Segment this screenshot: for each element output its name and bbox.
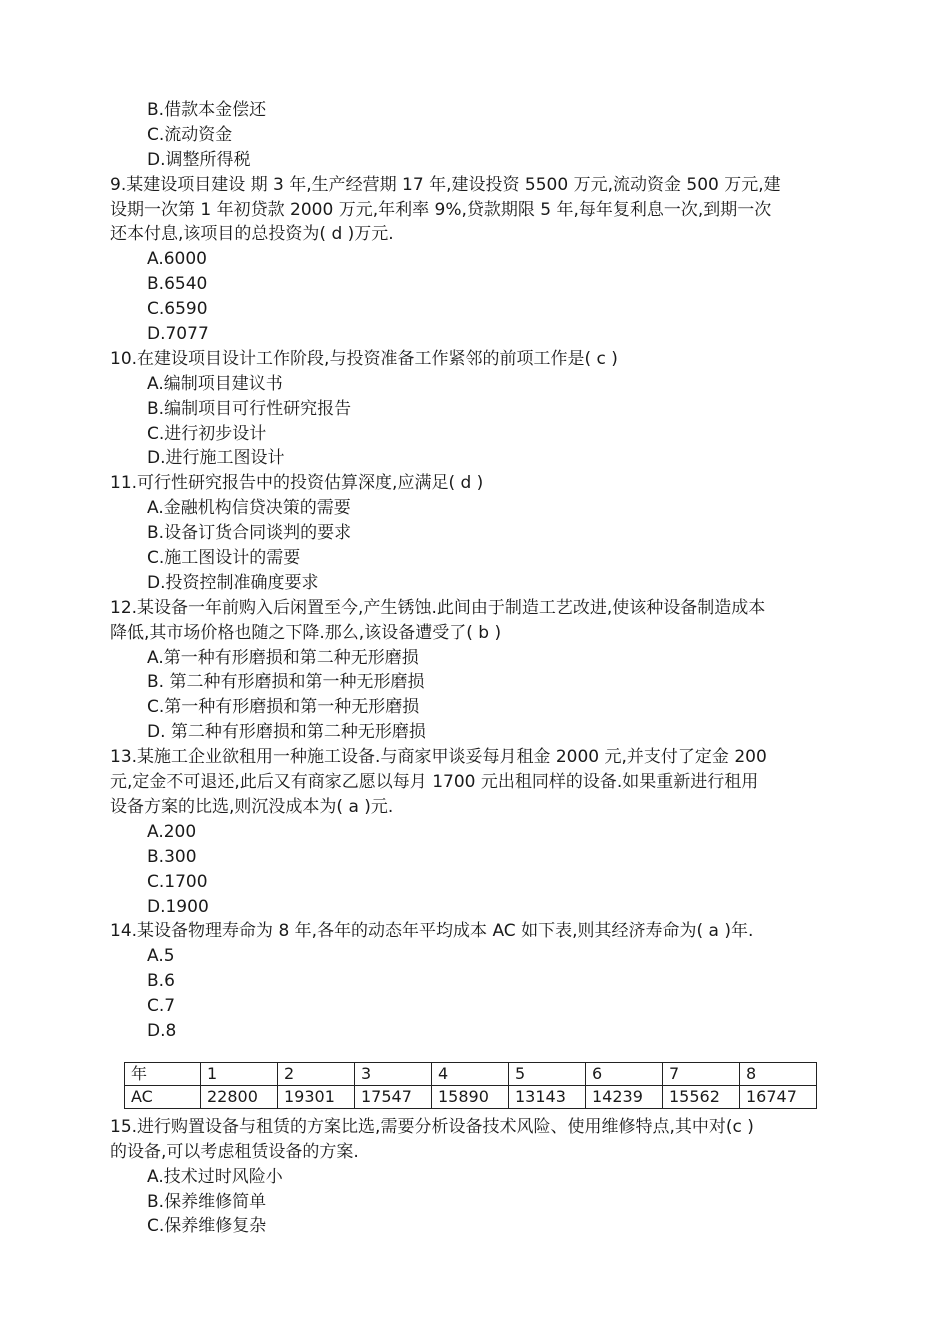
- answer-option: A.编制项目建议书: [147, 373, 283, 394]
- table-cell: 16747: [740, 1085, 817, 1108]
- question-text-line: 12.某设备一年前购入后闲置至今,产生锈蚀.此间由于制造工艺改进,使该种设备制造成本: [110, 597, 766, 618]
- answer-option: A.6000: [147, 249, 207, 270]
- answer-option: C.流动资金: [147, 124, 233, 145]
- question-text-line: 13.某施工企业欲租用一种施工设备.与商家甲谈妥每月租金 2000 元,并支付了定金 200: [110, 747, 767, 768]
- answer-option: B.300: [147, 846, 197, 867]
- answer-option: C.保养维修复杂: [147, 1216, 267, 1237]
- table-header-cell: 2: [278, 1062, 355, 1085]
- answer-option: C.施工图设计的需要: [147, 548, 301, 569]
- question-block-top: [110, 98, 840, 1044]
- table-header-row: [125, 1062, 817, 1085]
- table-cell: 22800: [201, 1085, 278, 1108]
- question-text-line: 14.某设备物理寿命为 8 年,各年的动态年平均成本 AC 如下表,则其经济寿命为( a )年.: [110, 921, 754, 942]
- question-text-line: 设备方案的比选,则沉没成本为( a )元.: [110, 796, 394, 817]
- table-header-cell: 5: [509, 1062, 586, 1085]
- answer-option: A.5: [147, 946, 175, 967]
- question-text-line: 15.进行购置设备与租赁的方案比选,需要分析设备技术风险、使用维修特点,其中对(c ): [110, 1116, 754, 1137]
- answer-option: D.投资控制准确度要求: [147, 572, 319, 593]
- answer-option: C.进行初步设计: [147, 423, 267, 444]
- table-cell: AC: [125, 1085, 201, 1108]
- table-cell: 15562: [663, 1085, 740, 1108]
- question-text-line: 元,定金不可退还,此后又有商家乙愿以每月 1700 元出租同样的设备.如果重新进行租用: [110, 772, 759, 793]
- table-header-cell: 3: [355, 1062, 432, 1085]
- table-cell: 15890: [432, 1085, 509, 1108]
- question-text-line: 还本付息,该项目的总投资为( d )万元.: [110, 224, 394, 245]
- question-text-line: 10.在建设项目设计工作阶段,与投资准备工作紧邻的前项工作是( c ): [110, 348, 618, 369]
- table-header-cell: 1: [201, 1062, 278, 1085]
- table-header-cell: 7: [663, 1062, 740, 1085]
- answer-option: A.第一种有形磨损和第二种无形磨损: [147, 647, 419, 668]
- answer-option: D.调整所得税: [147, 149, 251, 170]
- answer-option: A.技术过时风险小: [147, 1166, 283, 1187]
- table-header-cell: 8: [740, 1062, 817, 1085]
- question-text-line: 11.可行性研究报告中的投资估算深度,应满足( d ): [110, 473, 484, 494]
- answer-option: D. 第二种有形磨损和第二种无形磨损: [147, 722, 426, 743]
- answer-option: C.第一种有形磨损和第一种无形磨损: [147, 697, 420, 718]
- answer-option: B.保养维修简单: [147, 1191, 267, 1212]
- ac-table-wrap: [124, 1062, 840, 1109]
- answer-option: B.6: [147, 971, 175, 992]
- question-text-line: 设期一次第 1 年初贷款 2000 万元,年利率 9%,贷款期限 5 年,每年复利息一次,到期一次: [110, 199, 772, 220]
- table-cell: 19301: [278, 1085, 355, 1108]
- table-cell: 17547: [355, 1085, 432, 1108]
- question-text-line: 的设备,可以考虑租赁设备的方案.: [110, 1141, 359, 1162]
- answer-option: B.6540: [147, 274, 208, 295]
- answer-option: C.7: [147, 996, 176, 1017]
- document-page: [110, 98, 840, 1239]
- table-header-cell: 6: [586, 1062, 663, 1085]
- table-header-cell: 年: [125, 1062, 201, 1085]
- answer-option: A.金融机构信贷决策的需要: [147, 498, 351, 519]
- answer-option: B. 第二种有形磨损和第一种无形磨损: [147, 672, 425, 693]
- ac-table: [124, 1062, 817, 1109]
- table-data-row: [125, 1085, 817, 1108]
- question-text-line: 9.某建设项目建设 期 3 年,生产经营期 17 年,建设投资 5500 万元,流动资金 500 万元,建: [110, 174, 781, 195]
- answer-option: D.1900: [147, 896, 209, 917]
- answer-option: B.借款本金偿还: [147, 100, 267, 120]
- answer-option: D.8: [147, 1020, 177, 1041]
- answer-option: C.1700: [147, 871, 208, 892]
- answer-option: D.7077: [147, 324, 209, 345]
- answer-option: C.6590: [147, 299, 208, 320]
- answer-option: B.编制项目可行性研究报告: [147, 398, 352, 419]
- question-text-line: 降低,其市场价格也随之下降.那么,该设备遭受了( b ): [110, 622, 502, 643]
- table-cell: 13143: [509, 1085, 586, 1108]
- answer-option: B.设备订货合同谈判的要求: [147, 523, 352, 544]
- answer-option: D.进行施工图设计: [147, 448, 285, 469]
- answer-option: A.200: [147, 821, 197, 842]
- table-header-cell: 4: [432, 1062, 509, 1085]
- question-block-bottom: [110, 1115, 840, 1239]
- table-cell: 14239: [586, 1085, 663, 1108]
